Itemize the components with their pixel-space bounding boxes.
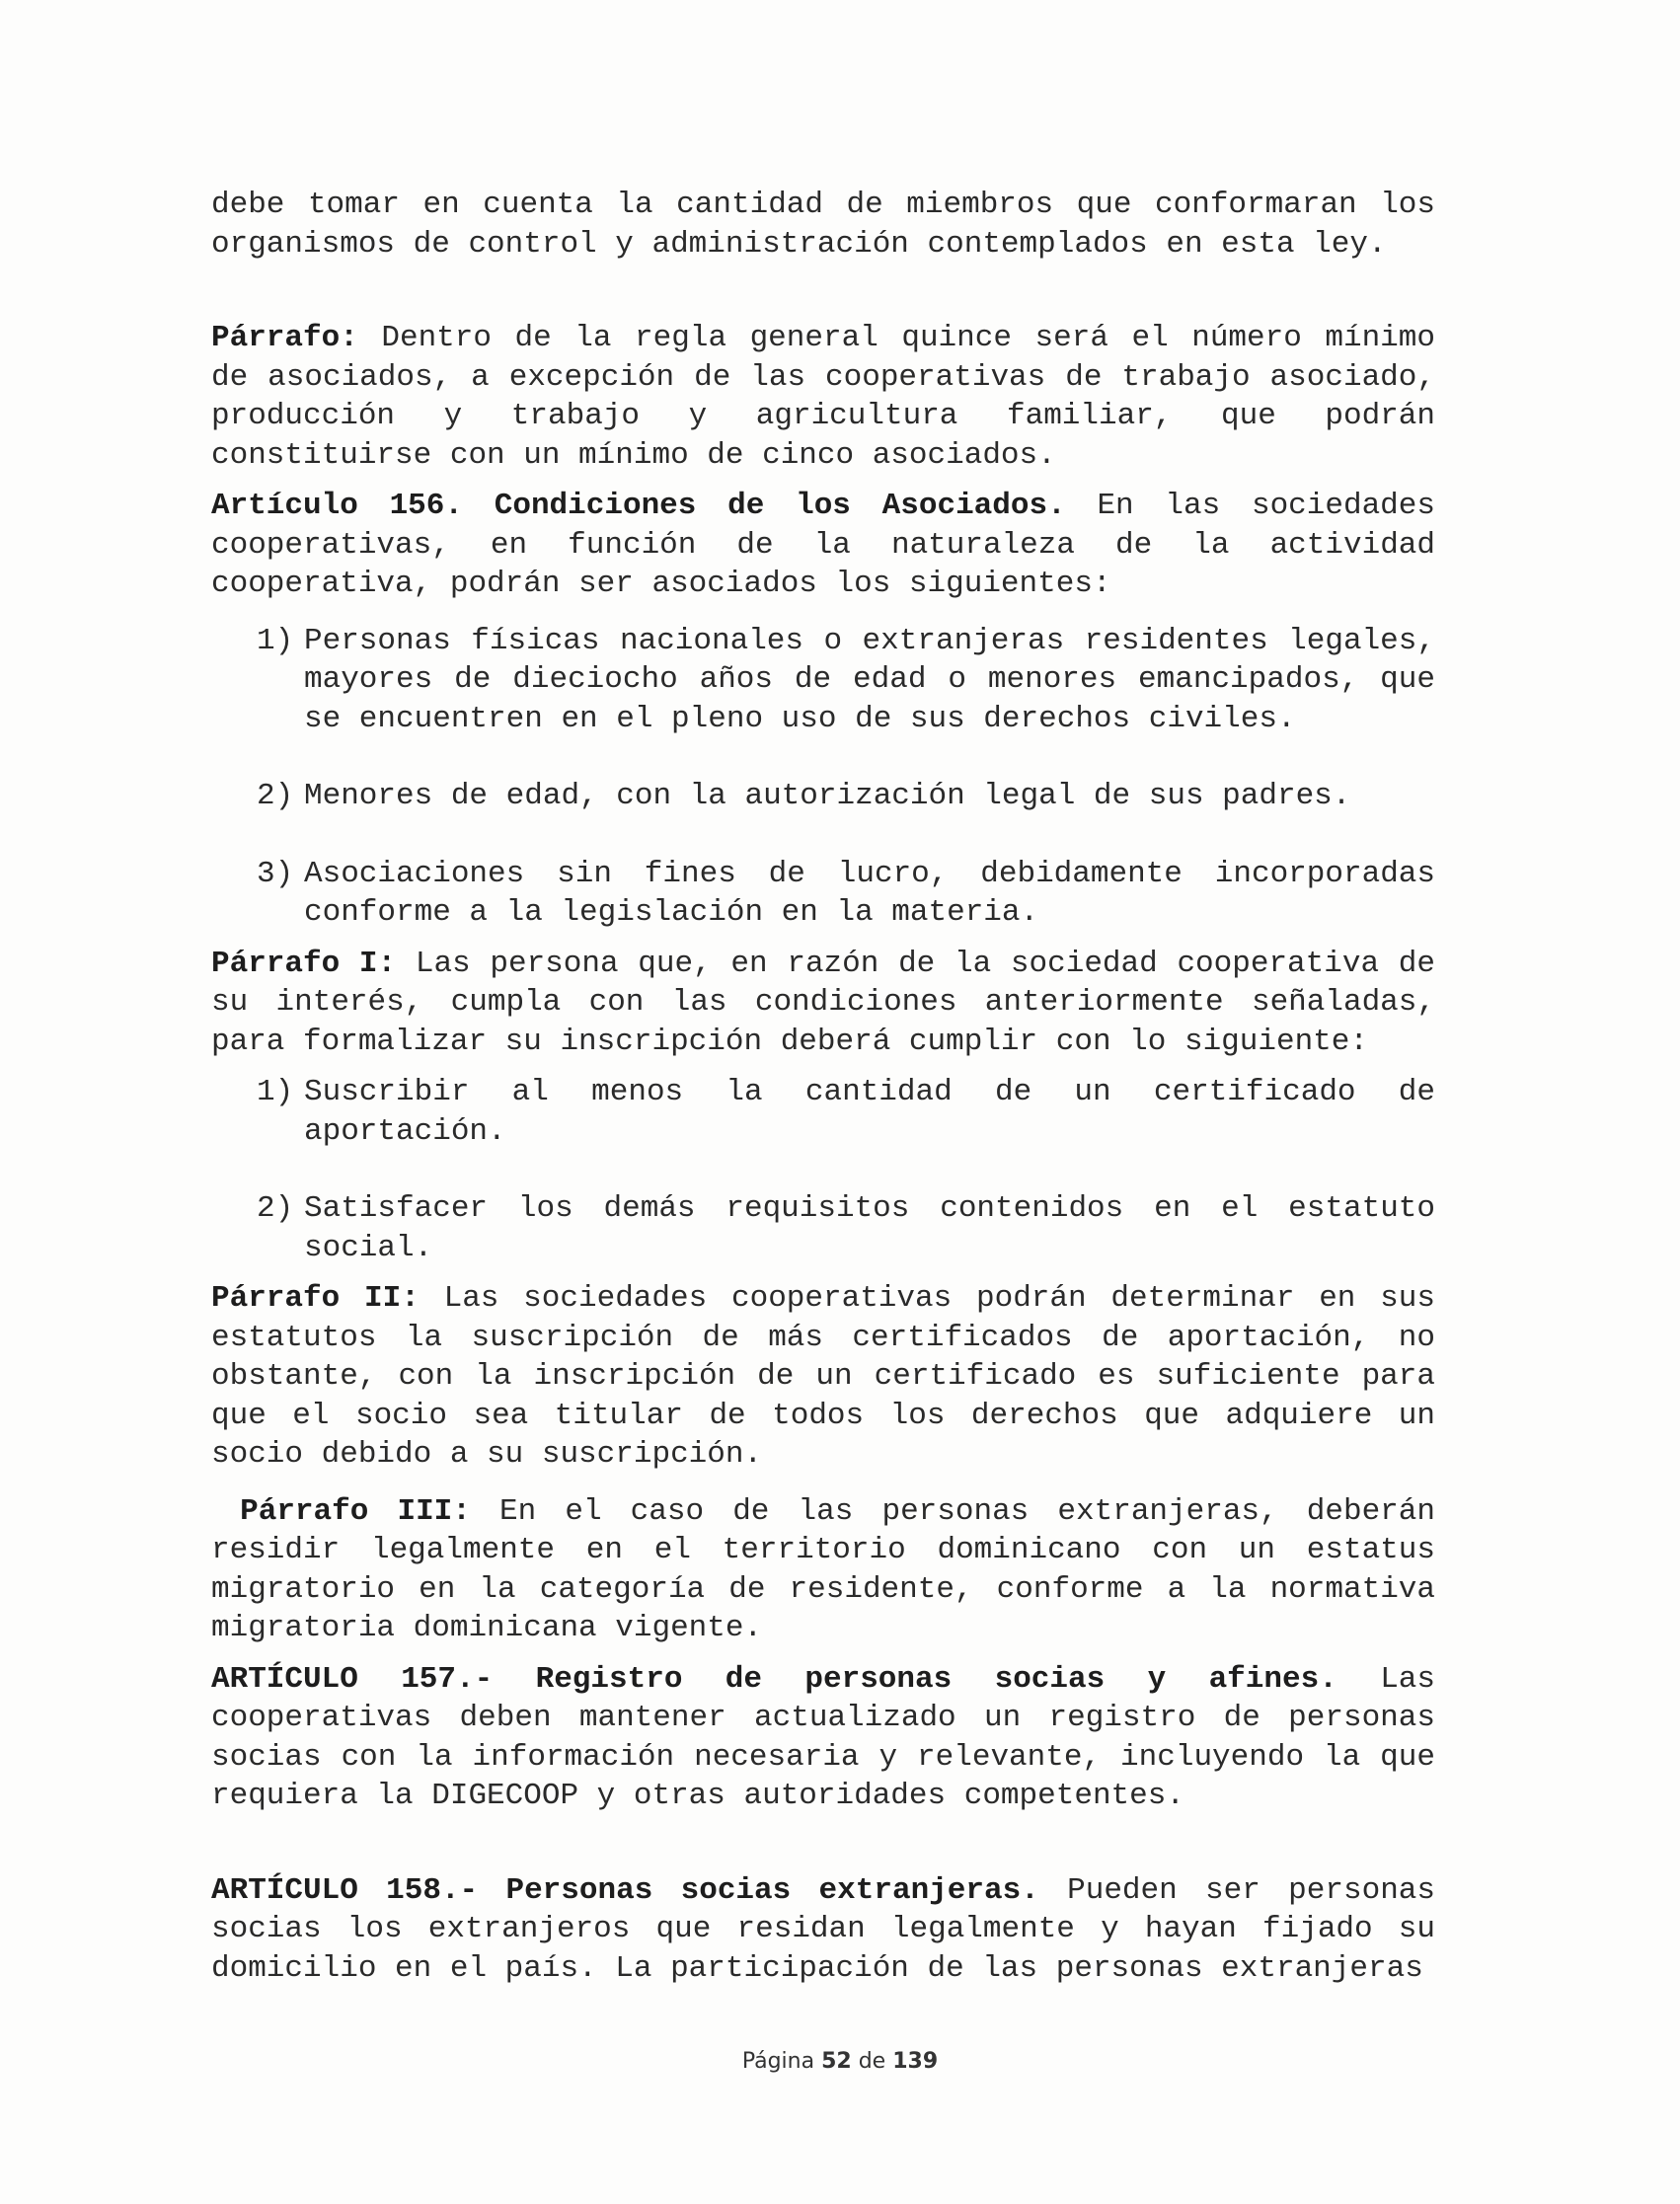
list-item-text: Satisfacer los demás requisitos contenidos en el estatuto social.: [304, 1191, 1435, 1265]
list-item-number: 2): [257, 779, 294, 813]
list-item-text: Menores de edad, con la autorización legal de sus padres.: [304, 779, 1351, 813]
paragraph-label: Párrafo:: [211, 321, 358, 355]
paragraph-text: Dentro de la regla general quince será el número mínimo de asociados, a excepción de las cooperativas de trabajo asociado, producción y trabajo y agricultura familiar, que podrán constituirse con un mínimo de cinco asociados.: [211, 321, 1435, 473]
paragraph-label: Párrafo II:: [211, 1281, 420, 1316]
paragraph-text: En el caso de las personas extranjeras, deberán residir legalmente en el territorio dominicano con un estatus migratorio en la categoría de residente, conforme a la normativa migratoria dominicana vigente.: [211, 1493, 1435, 1645]
article-heading: ARTÍCULO 158.- Personas socias extranjeras.: [211, 1872, 1039, 1908]
paragraph-i: [211, 945, 1435, 1062]
article-text: Pueden ser personas socias los extranjeros que residan legalmente y hayan fijado su domicilio en el país. La participación de las personas extranjeras: [211, 1872, 1436, 1986]
paragraph-label: Párrafo III:: [240, 1493, 471, 1529]
footer-prefix: Página: [741, 2049, 822, 2074]
list-item-number: 1): [257, 623, 294, 658]
article-heading: Artículo 156. Condiciones de los Asociados.: [211, 489, 1066, 523]
list-item-number: 1): [257, 1075, 294, 1109]
article-158: [211, 1871, 1435, 1989]
page-number: 52: [821, 2049, 852, 2074]
article-156: [211, 487, 1435, 604]
list-item-number: 3): [257, 856, 294, 891]
list-item: [211, 622, 1435, 739]
footer-middle: de: [851, 2049, 893, 2074]
list-item: [211, 777, 1435, 816]
paragraph-parrafo: [211, 319, 1435, 475]
associates-list: [211, 622, 1435, 933]
article-heading: ARTÍCULO 157.- Registro de personas socias y afines.: [211, 1661, 1337, 1697]
paragraph-ii: [211, 1279, 1435, 1475]
paragraph-iii: [211, 1492, 1435, 1648]
paragraph-label: Párrafo I:: [211, 946, 397, 981]
intro-paragraph: debe tomar en cuenta la cantidad de miembros que conformaran los organismos de control y administración contemplados en esta ley.: [211, 188, 1435, 262]
list-item: [211, 855, 1435, 933]
list-item-text: Personas físicas nacionales o extranjeras residentes legales, mayores de dieciocho años de edad o menores emancipados, que se encuentren en el pleno uso de sus derechos civiles.: [304, 623, 1435, 736]
page-total: 139: [892, 2049, 939, 2074]
article-text: Las cooperativas deben mantener actualizado un registro de personas socias con la información necesaria y relevante, incluyendo la que requiera la DIGECOOP y otras autoridades competentes.: [211, 1661, 1436, 1813]
list-item: [211, 1073, 1435, 1151]
requirements-list: [211, 1073, 1435, 1267]
paragraph-text: Las sociedades cooperativas podrán determinar en sus estatutos la suscripción de más certificados de aportación, no obstante, con la inscripción de un certificado es suficiente para que el socio sea titular de todos los derechos que adquiere un socio debido a su suscripción.: [211, 1281, 1435, 1472]
list-item-text: Suscribir al menos la cantidad de un certificado de aportación.: [304, 1075, 1435, 1149]
page-footer: [0, 2049, 1680, 2074]
article-text: En las sociedades cooperativas, en función de la naturaleza de la actividad cooperativa, podrán ser asociados los siguientes:: [211, 489, 1435, 601]
page-content: [211, 186, 1435, 1988]
list-item-text: Asociaciones sin fines de lucro, debidamente incorporadas conforme a la legislación en la materia.: [304, 856, 1435, 930]
article-157: [211, 1660, 1435, 1816]
list-item: [211, 1189, 1435, 1267]
paragraph-text: Las persona que, en razón de la sociedad cooperativa de su interés, cumpla con las condiciones anteriormente señaladas, para formalizar su inscripción deberá cumplir con lo siguiente:: [211, 946, 1435, 1059]
list-item-number: 2): [257, 1191, 294, 1226]
